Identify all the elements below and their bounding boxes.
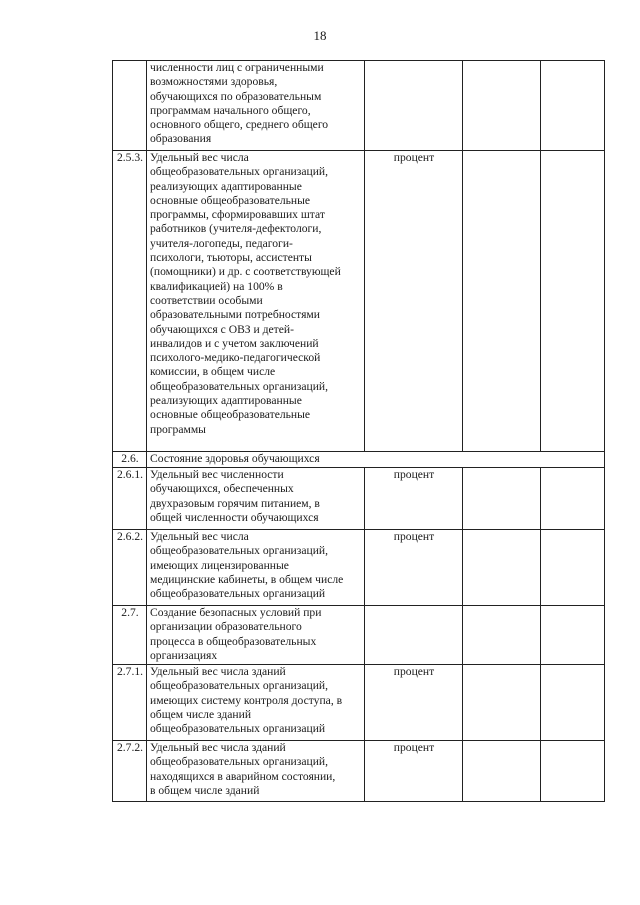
description-line: реализующих адаптированные (150, 179, 302, 193)
section-title-text: Состояние здоровья обучающихся (150, 452, 320, 465)
row-description (147, 741, 365, 802)
description-line: возможностями здоровья, (150, 75, 278, 89)
row-value-cell (463, 468, 541, 530)
description-line: имеющих систему контроля доступа, в (150, 693, 343, 707)
description-line: (помощники) и др. с соответствующей (150, 265, 341, 279)
description-line: обучающихся с ОВЗ и детей- (150, 322, 294, 336)
row-number: 2.6.1. (113, 468, 147, 530)
description-line: Удельный вес числа зданий (150, 665, 286, 678)
row-description (147, 61, 365, 151)
description-line: общеобразовательных организаций (150, 587, 326, 601)
row-value-cell (541, 151, 605, 452)
description-line: психолого-медико-педагогической (150, 351, 321, 365)
row-value-cell (541, 468, 605, 530)
row-description (147, 468, 365, 530)
row-unit: процент (365, 151, 463, 452)
row-number: 2.6.2. (113, 530, 147, 606)
description-line: учителя-логопеды, педагоги- (150, 236, 293, 250)
description-line: программы, сформировавших штат (150, 208, 325, 222)
row-value-cell (541, 741, 605, 802)
description-line: общей численности обучающихся (150, 510, 319, 524)
row-unit: процент (365, 530, 463, 606)
description-line: общеобразовательных организаций, (150, 165, 328, 179)
row-number: 2.7. (113, 606, 147, 665)
description-line: Удельный вес числа (150, 151, 249, 164)
table-row (113, 665, 605, 741)
row-unit: процент (365, 741, 463, 802)
row-number (113, 61, 147, 151)
row-value-cell (463, 151, 541, 452)
description-line: программам начального общего, (150, 103, 311, 117)
description-line: реализующих адаптированные (150, 394, 302, 408)
description-line: численности лиц с ограниченными (150, 61, 324, 74)
description-line: основные общеобразовательные (150, 193, 311, 207)
table-row (113, 741, 605, 802)
row-number: 2.5.3. (113, 151, 147, 452)
row-value-cell (541, 61, 605, 151)
description-line: медицинские кабинеты, в общем числе (150, 572, 344, 586)
description-line: организации образовательного (150, 620, 302, 634)
description-line: Удельный вес численности (150, 468, 284, 481)
description-line: общеобразовательных организаций, (150, 544, 328, 558)
row-value-cell (463, 61, 541, 151)
description-line: общеобразовательных организаций, (150, 679, 328, 693)
description-line: основные общеобразовательные (150, 408, 311, 422)
description-line: общеобразовательных организаций, (150, 755, 328, 769)
row-value-cell (463, 606, 541, 665)
row-number: 2.7.1. (113, 665, 147, 741)
description-line: программы (150, 422, 206, 436)
row-value-cell (463, 665, 541, 741)
description-line: организациях (150, 648, 218, 662)
description-line: психологи, тьюторы, ассистенты (150, 251, 312, 265)
description-line: обучающихся по образовательным (150, 89, 322, 103)
description-line: общеобразовательных организаций, (150, 379, 328, 393)
table-row (113, 61, 605, 151)
table-row (113, 530, 605, 606)
row-value-cell (541, 606, 605, 665)
row-description (147, 151, 365, 452)
description-line: общеобразовательных организаций (150, 722, 326, 736)
row-unit: процент (365, 468, 463, 530)
description-line: находящихся в аварийном состоянии, (150, 769, 336, 783)
row-unit: процент (365, 665, 463, 741)
description-line: квалификацией) на 100% в (150, 279, 283, 293)
row-unit (365, 606, 463, 665)
description-line: в общем числе зданий (150, 783, 260, 797)
description-line: инвалидов и с учетом заключений (150, 336, 319, 350)
table-row (113, 606, 605, 665)
description-line: образовательными потребностями (150, 308, 320, 322)
table-row (113, 468, 605, 530)
row-value-cell (541, 530, 605, 606)
description-line: образования (150, 132, 212, 146)
table-row (113, 151, 605, 452)
description-line: имеющих лицензированные (150, 558, 289, 572)
description-line: основного общего, среднего общего (150, 118, 329, 132)
description-line: обучающихся, обеспеченных (150, 482, 294, 496)
description-line: процесса в общеобразовательных (150, 634, 317, 648)
row-number: 2.7.2. (113, 741, 147, 802)
page-number: 18 (313, 28, 327, 43)
row-description (147, 606, 365, 665)
description-line: Создание безопасных условий при (150, 606, 322, 619)
row-value-cell (463, 530, 541, 606)
description-line: комиссии, в общем числе (150, 365, 276, 379)
description-line: работников (учителя-дефектологи, (150, 222, 322, 236)
row-description (147, 665, 365, 741)
description-line: общем числе зданий (150, 707, 252, 721)
row-value-cell (463, 741, 541, 802)
description-line: двухразовым горячим питанием, в (150, 496, 320, 510)
row-description (147, 530, 365, 606)
description-line: Удельный вес числа зданий (150, 741, 286, 754)
table-row (113, 452, 605, 468)
indicator-table (112, 60, 605, 802)
description-line: соответствии особыми (150, 293, 263, 307)
row-value-cell (541, 665, 605, 741)
section-title (147, 452, 605, 468)
row-number: 2.6. (113, 452, 147, 468)
description-line: Удельный вес числа (150, 530, 249, 543)
row-unit (365, 61, 463, 151)
